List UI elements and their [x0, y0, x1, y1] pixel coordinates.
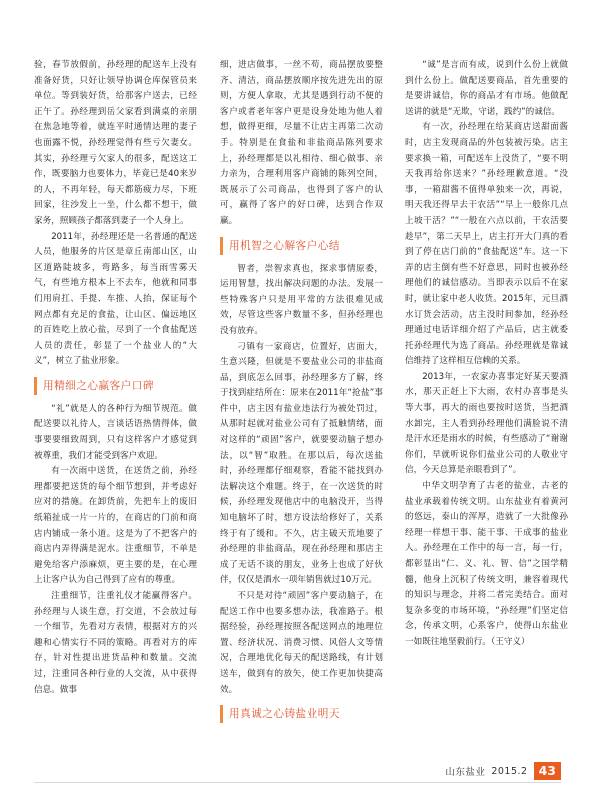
- paragraph: 有一次，孙经理在给某商店送甜面酱时，店主发现商品的外包装被污染。店主要求换一箱，可配送车上没货了，“要不明天我再给你送来？”孙经理歉意道。“没事，一箱甜酱不值得单独来一次，再说，明天我还得早去干农活”“早上一般你几点上坡干活？”“一般在六点以前，干农活要趁早”，第二天早上，店主打开大门真的看到了停在店门前的“食盐配送”车。这一下弄的店主倒有些不好意思，同时也被孙经理他们的诚信感动。当即表示以后不在家时，就让家中老人收货。2015年，元旦酒水订货会活动，店主没时间参加，经孙经理通过电话详细介绍了产品后，店主就委托孙经理代为选了商品。孙经理就是靠诚信维持了这样相互信赖的关系。: [405, 122, 568, 367]
- paragraph: 2011年，孙经理还是一名普通的配送人员，他服务的片区是章丘南部山区，山区道路陡坡多，弯路多，每当雨雪雾天气，有些地方根本上不去车，他就和同事们用肩扛、手提、车推、人抬，保证每个网点都有充足的食盐，让山区、偏远地区的百姓吃上放心盐，尽到了一个食盐配送人员的责任，彰显了一个盐业人的“大义”，树立了盐业形象。: [34, 231, 197, 367]
- paragraph: 验，春节放假前，孙经理的配送车上没有准备好货，只好让领导协调仓库保管员来单位。等到装好货，给那客户送去，已经正午了。孙经理到岳父家看到满桌的亲朋在焦急地等着，就连平时通情达理的妻子也面露不悦，孙经理觉得有些亏欠妻女。其实，孙经理亏欠家人的很多，配送这工作，既要脑力也要体力，毕竟已是40来岁的人，不再年轻，每天都筋疲力尽，下班回家，往沙发上一坐，什么都不想干，做家务，照顾孩子都落到妻子一个人身上。: [34, 60, 197, 226]
- section-heading: 用精细之心赢客户口碑: [34, 377, 197, 395]
- page-footer: [445, 762, 561, 780]
- issue-number: 2015.2: [491, 765, 528, 777]
- paragraph: 中华文明孕育了古老的盐业，古老的盐业承载着传统文明。山东盐业有着黄河的悠远，泰山的浑厚，造就了一大批像孙经理一样想干事、能干事、干成事的盐业人。孙经理在工作中的每一言，每一行，都彰显出“仁、义、礼、智、信”之国学精髓，他身上沉积了传统文明，兼容着现代的知识与理念，并将二者完美结合。面对复杂多变的市场环境，“孙经理”们坚定信念，传承文明，心系客户，使得山东盐业一如既往地坚毅前行。（王守义）: [405, 481, 568, 647]
- text-column-2: [220, 58, 383, 730]
- section-heading: 用真诚之心铸盐业明天: [220, 705, 383, 723]
- text-column-3: [405, 58, 568, 651]
- paragraph: “诚”是言而有成，说到什么份上就做到什么份上。做配送要商品，首先重要的是要讲诚信，你的商品才有市场。他做配送讲的就是“无欺，守诺，践约”的诚信。: [405, 60, 568, 117]
- page-number: 43: [534, 762, 561, 780]
- paragraph: 注重细节，注重礼仪才能赢得客户。孙经理与人谈生意，打交道，不会放过每一个细节，先看对方表情，根据对方的兴趣和心情实行不同的策略。再看对方的库存，针对性提出进货品种和数量。交流过，注重同各种行业的人交流，从中获得信息。做事: [34, 591, 197, 695]
- magazine-name: 山东盐业: [445, 767, 486, 778]
- paragraph: 智者，崇智求真也，探求事情原委，运用智慧，找出解决问题的办法。发展一些特殊客户只是用平常的方法很难见成效，尽管这些客户数量不多，但孙经理也没有放弃。: [220, 263, 383, 336]
- paragraph: 细，进店做事，一丝不苟，商品摆放要整齐、清洁，商品摆放顺序按先进先出的原则，方便人拿取，尤其是遇到行动不便的客户或者老年客户更是设身处地为他人着想，做得更细，尽量不让店主再第二次动手。特别是在食盐和非盐商品陈列要求上，孙经理都是以礼相待、细心做事、亲力亲为，合理利用客户商铺的陈列空间，既展示了公司商品，也得到了客户的认可，赢得了客户的好口碑，达到合作双赢。: [220, 60, 383, 226]
- footer-divider: [34, 782, 561, 783]
- paragraph: 有一次雨中送货，在送货之前，孙经理都要把送货的每个细节想到，并考虑好应对的措施。在卸货前，先把车上的废旧纸箱扯成一片一片的，在商店的门前和商店内铺成一条小道。这是为了不把客户的商店内弄得满是泥水。注重细节，不单是避免给客户添麻烦，更主要的是，在心理上让客户认为自己得到了应有的尊重。: [34, 466, 197, 586]
- paragraph: 不只是对待“顽固”客户要动脑子，在配送工作中也要多想办法，我准路子。根据经验，孙经理按照各配送网点的地理位置、经济状况、消费习惯、风俗人文等情况，合理地优化每天的配送路线，有计划送车，做到有的放矢，使工作更加快捷高效。: [220, 591, 383, 695]
- text-column-1: [34, 58, 197, 698]
- paragraph: “礼”就是人的各种行为细节规范。做配送要以礼待人，言谈话语热情得体，做事要要细致周到，只有这样客户才感觉到被尊重，我们才能受到客户欢迎。: [34, 403, 197, 461]
- paragraph: 2013年，一农家办喜事定好某天要酒水，那天正赶上下大雨，农村办喜事是头等大事，再大的雨也要按时送货，当把酒水卸完，主人看到孙经理他们满脸说不清是汗水还是雨水的时候，有些感动了“谢谢你们，早就听说你们盐业公司的人敬业守信，今天总算是亲眼看到了”。: [405, 371, 568, 476]
- paragraph: 刁镇有一家商店，位置好，店面大，生意兴隆，但就是不要盐业公司的非盐商品，到底怎么回事，孙经理多方了解，终于找到症结所在：原来在2011年“抢盐”事件中，店主因有盐业违法行为被处罚过，从那时起就对盐业公司有了抵触情绪，面对这样的“顽固”客户，就要要动脑子想办法，以“智”取胜。在那以后，每次送盐时，孙经理都仔细观察，看能不能找到办法解决这个难题。终于，在一次送货的时候，孙经理发现他店中的电脑没开，当得知电脑坏了时，想方设法给修好了，关系终于有了缓和。不久，店主破天荒地要了孙经理的非盐商品，现在孙经理和那店主成了无话不谈的朋友，业务上也成了好伙伴，仅仅是酒水一项年销售就过10万元。: [220, 341, 383, 586]
- section-heading: 用机智之心解客户心结: [220, 237, 383, 255]
